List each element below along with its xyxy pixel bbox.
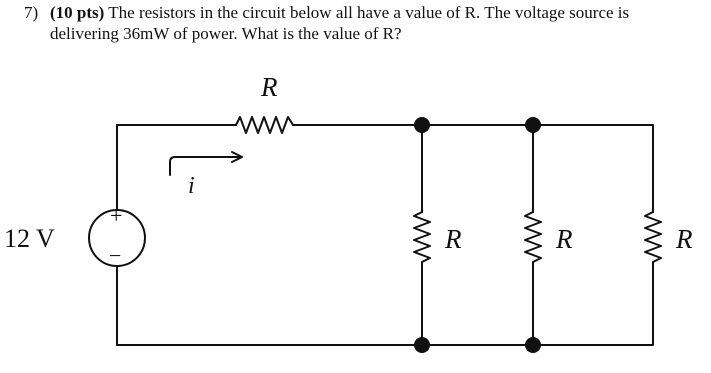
- question-line-1: The resistors in the circuit below all have a value of R. The voltage source is: [108, 3, 630, 22]
- parallel-resistor-1-label: R: [445, 224, 462, 254]
- source-voltage-label: 12 V: [4, 224, 55, 253]
- source-plus-sign: +: [110, 203, 123, 228]
- parallel-resistor-3-label: R: [676, 224, 693, 254]
- parallel-resistor-2-label: R: [556, 224, 573, 254]
- question-number: 7): [24, 3, 39, 22]
- wire-bottom: [117, 262, 653, 345]
- junction-dot: [414, 337, 430, 353]
- wire-top-right: [293, 125, 653, 212]
- series-resistor: [236, 117, 293, 133]
- junction-dot: [525, 117, 541, 133]
- parallel-resistor-2: [525, 212, 541, 262]
- parallel-resistor-1: [414, 212, 430, 262]
- junction-dot: [414, 117, 430, 133]
- series-resistor-label: R: [261, 72, 278, 102]
- source-minus-sign: −: [109, 243, 122, 268]
- current-label: i: [188, 173, 195, 199]
- current-arrow-shaft: [170, 157, 241, 175]
- question-line-2: delivering 36mW of power. What is the value of R?: [50, 24, 402, 43]
- parallel-resistor-3: [645, 212, 661, 262]
- question-points: (10 pts): [50, 3, 105, 22]
- junction-dot: [525, 337, 541, 353]
